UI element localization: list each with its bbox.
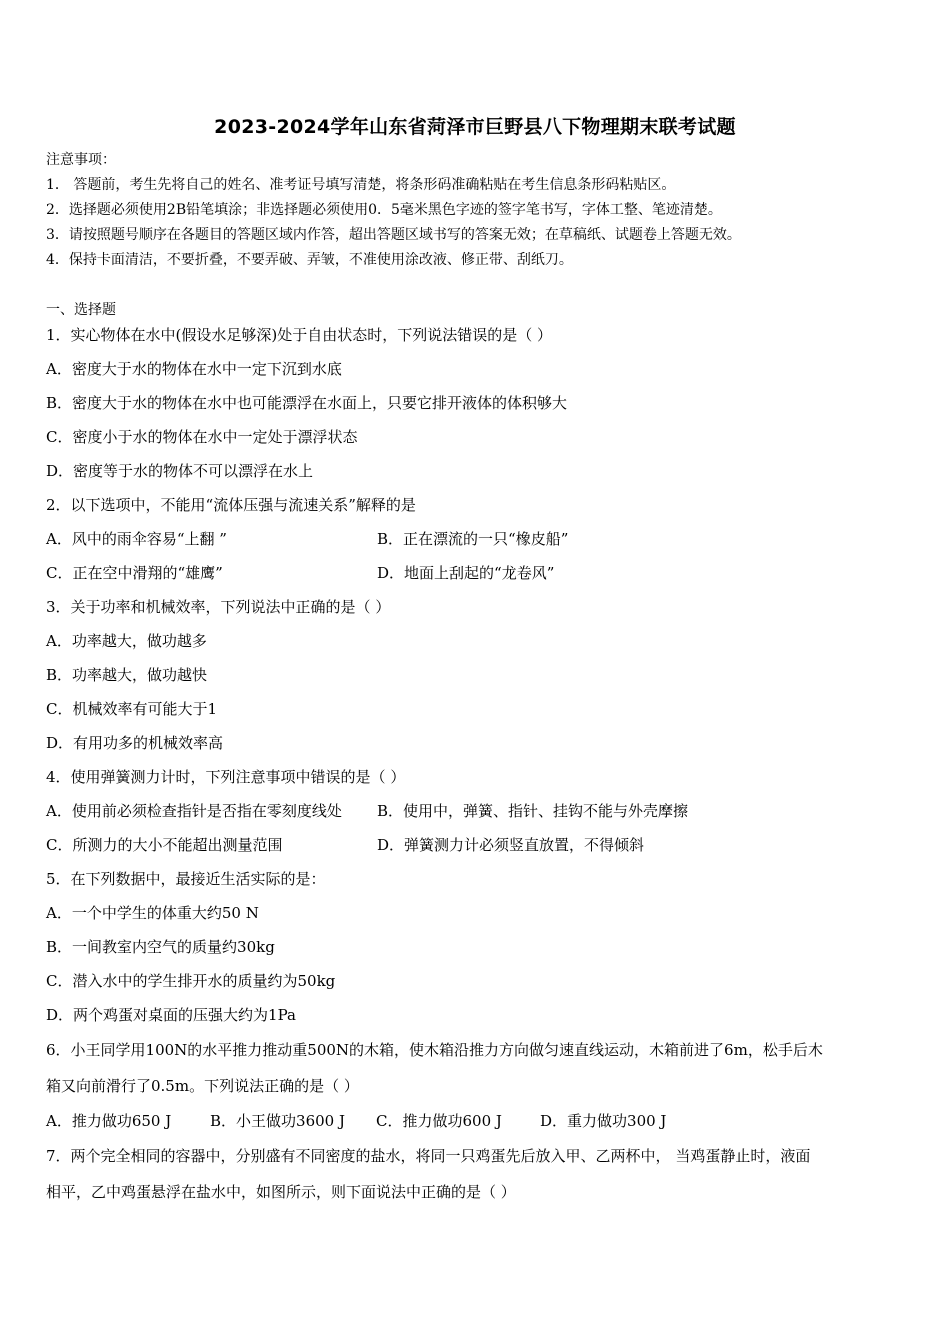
question-5-option-d: D．两个鸡蛋对桌面的压强大约为1Pa (46, 1006, 296, 1024)
question-6-option-c: C．推力做功600 J (376, 1112, 502, 1130)
question-6-option-b: B．小王做功3600 J (210, 1112, 345, 1130)
question-6-options-row (46, 1111, 906, 1131)
question-3-stem: 3．关于功率和机械效率，下列说法中正确的是（ ） (46, 598, 391, 616)
page-title: 2023-2024学年山东省菏泽市巨野县八下物理期末联考试题 (214, 116, 736, 138)
question-2-options-row-1 (46, 529, 906, 549)
question-5-option-b: B．一间教室内空气的质量约30kg (46, 938, 275, 956)
question-4-options-row-1 (46, 801, 906, 821)
section-heading: 一、选择题 (46, 302, 116, 318)
question-4-stem: 4．使用弹簧测力计时，下列注意事项中错误的是（ ） (46, 768, 406, 786)
question-3-option-d: D．有用功多的机械效率高 (46, 734, 224, 752)
question-5-option-a: A．一个中学生的体重大约50 N (46, 904, 259, 922)
question-2-option-d: D．地面上刮起的“龙卷风” (377, 564, 555, 582)
notice-item: 1． 答题前，考生先将自己的姓名、准考证号填写清楚，将条形码准确粘贴在考生信息条形码粘贴区。 (46, 177, 676, 193)
question-4-options-row-2 (46, 835, 906, 855)
question-3-option-c: C．机械效率有可能大于1 (46, 700, 218, 718)
notice-item: 2．选择题必须使用2B铅笔填涂；非选择题必须使用0．5毫米黑色字迹的签字笔书写，字体工整、笔迹清楚。 (46, 202, 722, 218)
question-5-option-c: C．潜入水中的学生排开水的质量约为50kg (46, 972, 336, 990)
notice-item: 3．请按照题号顺序在各题目的答题区域内作答，超出答题区域书写的答案无效；在草稿纸、试题卷上答题无效。 (46, 227, 741, 243)
question-2-option-b: B．正在漂流的一只“橡皮船” (377, 530, 569, 548)
question-7-stem-line-1: 7．两个完全相同的容器中，分别盛有不同密度的盐水，将同一只鸡蛋先后放入甲、乙两杯中， 当鸡蛋静止时，液面 (46, 1147, 811, 1165)
question-3-option-b: B．功率越大，做功越快 (46, 666, 208, 684)
question-1-stem: 1．实心物体在水中(假设水足够深)处于自由状态时，下列说法错误的是（ ） (46, 326, 553, 344)
question-6-option-a: A．推力做功650 J (46, 1112, 172, 1130)
notice-heading: 注意事项： (46, 152, 116, 168)
question-2-option-c: C．正在空中滑翔的“雄鹰” (46, 564, 223, 582)
question-3-option-a: A．功率越大，做功越多 (46, 632, 207, 650)
question-1-option-a: A．密度大于水的物体在水中一定下沉到水底 (46, 360, 342, 378)
question-4-option-b: B．使用中，弹簧、指针、挂钩不能与外壳摩擦 (377, 802, 689, 820)
question-4-option-d: D．弹簧测力计必须竖直放置，不得倾斜 (377, 836, 645, 854)
question-4-option-c: C．所测力的大小不能超出测量范围 (46, 836, 283, 854)
question-2-option-a: A．风中的雨伞容易“上翻 ” (46, 530, 227, 548)
question-5-stem: 5．在下列数据中，最接近生活实际的是： (46, 870, 326, 888)
question-1-option-d: D．密度等于水的物体不可以漂浮在水上 (46, 462, 314, 480)
question-2-options-row-2 (46, 563, 906, 583)
question-6-stem-line-1: 6．小王同学用100N的水平推力推动重500N的木箱，使木箱沿推力方向做匀速直线运动，木箱前进了6m，松手后木 (46, 1041, 823, 1059)
question-4-option-a: A．使用前必须检查指针是否指在零刻度线处 (46, 802, 342, 820)
question-7-stem-line-2: 相平，乙中鸡蛋悬浮在盐水中，如图所示，则下面说法中正确的是（ ） (46, 1183, 516, 1201)
question-6-stem-line-2: 箱又向前滑行了0.5m。下列说法正确的是（ ） (46, 1077, 359, 1095)
notice-item: 4．保持卡面清洁，不要折叠，不要弄破、弄皱，不准使用涂改液、修正带、刮纸刀。 (46, 252, 573, 268)
question-1-option-b: B．密度大于水的物体在水中也可能漂浮在水面上，只要它排开液体的体积够大 (46, 394, 568, 412)
question-2-stem: 2．以下选项中，不能用“流体压强与流速关系”解释的是 (46, 496, 416, 514)
question-6-option-d: D．重力做功300 J (540, 1112, 667, 1130)
question-1-option-c: C．密度小于水的物体在水中一定处于漂浮状态 (46, 428, 358, 446)
